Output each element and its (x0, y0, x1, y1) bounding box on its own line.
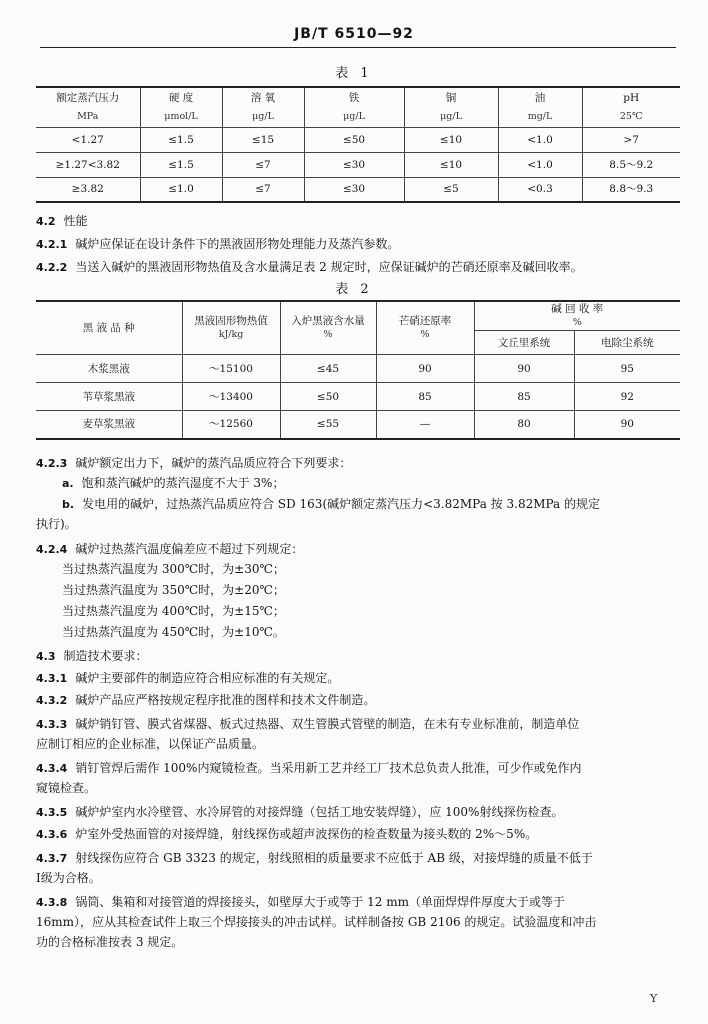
page-number: Y (650, 992, 658, 1005)
table-cell: 85 (474, 383, 574, 411)
section-4-2-3-b-cont: 执行)。 (36, 517, 77, 531)
table-cell: ≤15 (222, 127, 304, 152)
table-cell: ≤55 (280, 411, 376, 439)
table-row (36, 411, 680, 439)
table-cell: ～13400 (182, 383, 280, 411)
table-cell: 90 (376, 355, 474, 383)
list-item: 当过热蒸汽温度为 450℃时，为±10℃。 (62, 625, 285, 639)
table1-header-copper: 铜 (404, 87, 498, 107)
table2-header-reduction: 芒硝还原率 % (376, 301, 474, 355)
table-cell: ≤10 (404, 127, 498, 152)
table-cell: <0.3 (498, 177, 582, 202)
table-cell: ≤1.5 (140, 127, 222, 152)
table2-header-recovery: 碱 回 收 率 % (474, 301, 680, 331)
table1-header-iron: 铁 (304, 87, 404, 107)
table-cell: 木浆黑液 (36, 355, 182, 383)
header-rule (40, 47, 676, 48)
section-4-3-4-cont: 窥镜检查。 (36, 781, 97, 795)
table-cell: ≥3.82 (36, 177, 140, 202)
table2-header-type: 黑 液 品 种 (36, 301, 182, 355)
section-4-2-3: 4.2.3 碱炉额定出力下，碱炉的蒸汽品质应符合下列要求： (36, 456, 352, 470)
table2 (36, 300, 680, 440)
section-4-3: 4.3 制造技术要求： (36, 649, 148, 663)
list-item: 当过热蒸汽温度为 300℃时，为±30℃； (62, 562, 285, 576)
standard-code-header: JB/T 6510—92 (294, 26, 414, 42)
table-cell: 苇草浆黑液 (36, 383, 182, 411)
table-cell: ≤10 (404, 152, 498, 177)
table-cell: 麦草浆黑液 (36, 411, 182, 439)
section-4-3-8-cont1: 16mm），应从其检查试件上取三个焊接接头的冲击试样。试样制备按 GB 2106 的规定。试验温度和冲击 (36, 915, 597, 929)
table-cell: >7 (582, 127, 680, 152)
section-4-3-8-cont2: 功的合格标准按表 3 规定。 (36, 935, 184, 949)
table1 (36, 86, 680, 203)
table-cell: 92 (574, 383, 680, 411)
table-cell: ≤50 (280, 383, 376, 411)
section-4-2-1: 4.2.1 碱炉应保证在设计条件下的黑液固形物处理能力及蒸汽参数。 (36, 237, 400, 251)
table-row (36, 177, 680, 202)
section-4-3-6: 4.3.6 炉室外受热面管的对接焊缝，射线探伤或超声波探伤的检查数量为接头数的 2%～5%。 (36, 827, 538, 841)
section-4-2-4: 4.2.4 碱炉过热蒸汽温度偏差应不超过下列规定： (36, 542, 304, 556)
table1-header-oxygen: 溶 氧 (222, 87, 304, 107)
section-4-2-3-b: b. 发电用的碱炉，过热蒸汽品质应符合 SD 163(碱炉额定蒸汽压力<3.82MPa 按 3.82MPa 的规定 (62, 497, 601, 511)
section-4-3-8: 4.3.8 锅筒、集箱和对接管道的焊接接头，如壁厚大于或等于 12 mm（单面焊焊件厚度大于或等于 (36, 895, 565, 909)
table-row (36, 127, 680, 152)
table2-header-venturi: 文丘里系统 (474, 331, 574, 355)
table-cell: ～12560 (182, 411, 280, 439)
table-cell: <1.0 (498, 152, 582, 177)
section-4-2: 4.2 性能 (36, 214, 88, 228)
list-item: 当过热蒸汽温度为 400℃时，为±15℃； (62, 604, 285, 618)
table-row (36, 383, 680, 411)
table-cell: ≤30 (304, 177, 404, 202)
table-cell: 8.8～9.3 (582, 177, 680, 202)
table1-unit-ph: 25℃ (582, 107, 680, 127)
table1-header-ph: pH (582, 87, 680, 107)
table-cell: ≤1.0 (140, 177, 222, 202)
table1-header-oil: 油 (498, 87, 582, 107)
table-cell: ≤50 (304, 127, 404, 152)
table-cell: 95 (574, 355, 680, 383)
table-cell: <1.0 (498, 127, 582, 152)
table2-caption: 表 2 (335, 282, 373, 297)
table1-header-hardness: 硬 度 (140, 87, 222, 107)
table1-unit-copper: μg/L (404, 107, 498, 127)
table1-unit-iron: μg/L (304, 107, 404, 127)
table-row (36, 355, 680, 383)
table1-unit-oil: mg/L (498, 107, 582, 127)
table1-unit-hardness: μmol/L (140, 107, 222, 127)
section-4-3-1: 4.3.1 碱炉主要部件的制造应符合相应标准的有关规定。 (36, 671, 340, 685)
table1-caption: 表 1 (335, 66, 373, 81)
table-cell: 90 (574, 411, 680, 439)
section-4-3-5: 4.3.5 碱炉炉室内水冷壁管、水冷屏管的对接焊缝（包括工地安装焊缝），应 100%射线探伤检查。 (36, 805, 564, 819)
table-cell: 85 (376, 383, 474, 411)
table-cell: 80 (474, 411, 574, 439)
table-cell: ～15100 (182, 355, 280, 383)
table-cell: ≤45 (280, 355, 376, 383)
section-4-3-7: 4.3.7 射线探伤应符合 GB 3323 的规定，射线照相的质量要求不应低于 AB 级，对接焊缝的质量不低于 (36, 851, 593, 865)
table-row (36, 152, 680, 177)
table-cell: 8.5～9.2 (582, 152, 680, 177)
section-4-3-4: 4.3.4 销钉管焊后需作 100%内窥镜检查。当采用新工艺并经工厂技术总负责人批准，可少作或免作内 (36, 761, 582, 775)
table-cell: ≤30 (304, 152, 404, 177)
section-4-3-2: 4.3.2 碱炉产品应严格按规定程序批准的图样和技术文件制造。 (36, 693, 376, 707)
table-cell: ≤7 (222, 177, 304, 202)
table1-header-pressure: 额定蒸汽压力 (36, 87, 140, 107)
table-cell: ≤7 (222, 152, 304, 177)
list-item: 当过热蒸汽温度为 350℃时，为±20℃； (62, 583, 285, 597)
section-4-3-7-cont: Ⅰ级为合格。 (36, 871, 101, 885)
table1-unit-oxygen: μg/L (222, 107, 304, 127)
section-4-3-3: 4.3.3 碱炉销钉管、膜式省煤器、板式过热器、双生管膜式管壁的制造，在未有专业标准前，制造单位 (36, 717, 580, 731)
section-4-2-2: 4.2.2 当送入碱炉的黑液固形物热值及含水量满足表 2 规定时，应保证碱炉的芒硝还原率及碱回收率。 (36, 260, 583, 274)
table-cell: — (376, 411, 474, 439)
table-cell: ≤5 (404, 177, 498, 202)
table2-header-water: 入炉黑液含水量 % (280, 301, 376, 355)
section-4-3-3-cont: 应制订相应的企业标准，以保证产品质量。 (36, 737, 265, 751)
table2-header-esp: 电除尘系统 (574, 331, 680, 355)
table2-header-heat: 黑液固形物热值 kJ/kg (182, 301, 280, 355)
table-cell: 90 (474, 355, 574, 383)
table-cell: <1.27 (36, 127, 140, 152)
table-cell: ≥1.27<3.82 (36, 152, 140, 177)
table-cell: ≤1.5 (140, 152, 222, 177)
section-4-2-3-a: a. 饱和蒸汽碱炉的蒸汽湿度不大于 3%； (62, 476, 285, 490)
table1-unit-pressure: MPa (36, 107, 140, 127)
